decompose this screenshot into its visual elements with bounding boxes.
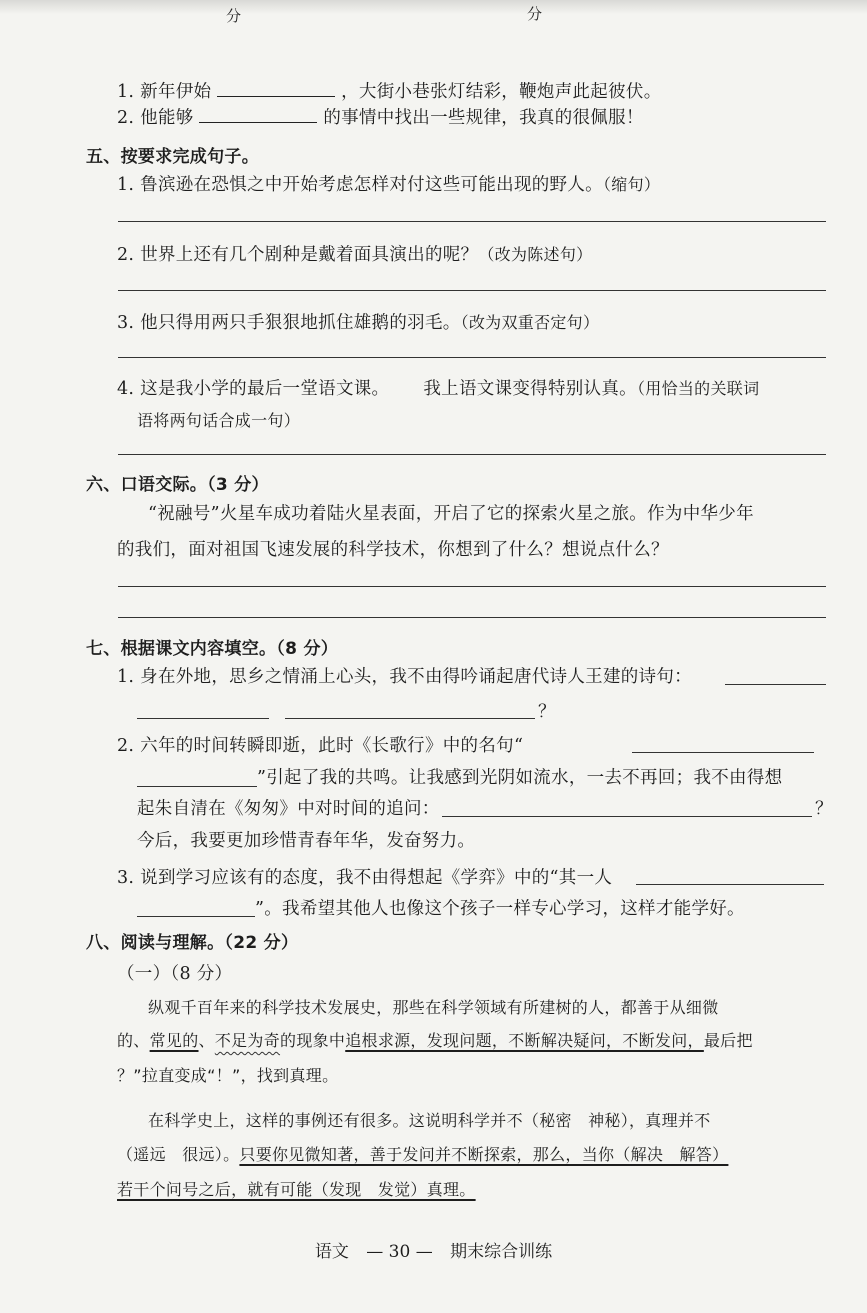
answer-line[interactable] [118, 290, 826, 291]
s7-question-1-end: ？ [538, 702, 556, 722]
section-7-title: 七、根据课文内容填空。（8 分） [86, 639, 339, 659]
s7-question-2-end: ？ [815, 799, 833, 819]
s7-question-1: 1. 身在外地，思乡之情涌上心头，我不由得吟诵起唐代诗人王建的诗句： [117, 667, 692, 687]
s5-question-4: 4. 这是我小学的最后一堂语文课。 我上语文课变得特别认真。（用恰当的关联词 [117, 379, 760, 399]
s7-question-2-line-1: 2. 六年的时间转瞬即逝，此时《长歌行》中的名句“ [117, 736, 524, 756]
passage-line: ？”拉直变成“！”，找到真理。 [117, 1066, 339, 1085]
s6-paragraph-line-1: “祝融号”火星车成功着陆火星表面，开启了它的探索火星之旅。作为中华少年 [148, 504, 754, 524]
passage-line: 在科学史上，这样的事例还有很多。这说明科学并不（秘密 神秘），真理并不 [148, 1111, 711, 1130]
sub-section-title: （一）（8 分） [117, 964, 233, 984]
section-6-title: 六、口语交际。（3 分） [86, 475, 269, 495]
passage-line: （遥远 很远）。只要你见微知著，善于发问并不断探索，那么，当你（解决 解答） [117, 1145, 729, 1164]
s5-question-1: 1. 鲁滨逊在恐惧之中开始考虑怎样对付这些可能出现的野人。（缩句） [117, 175, 661, 195]
passage-line: 纵观千百年来的科学技术发展史，那些在科学领域有所建树的人，都善于从细微 [148, 998, 719, 1017]
answer-blank[interactable] [137, 786, 257, 787]
page-number: — 30 — [366, 1242, 433, 1262]
s7-question-2-line-3: 起朱自清在《匆匆》中对时间的追问： [137, 799, 440, 819]
answer-line[interactable] [118, 617, 826, 618]
footer-subject: 语文 [314, 1242, 349, 1262]
footer-title: 期末综合训练 [450, 1242, 553, 1262]
answer-blank[interactable] [137, 718, 269, 719]
passage-line: 若干个问号之后，就有可能（发现 发觉）真理。 [117, 1180, 476, 1199]
s5-question-2: 2. 世界上还有几个剧种是戴着面具演出的呢？（改为陈述句） [117, 245, 593, 265]
section-8-title: 八、阅读与理解。（22 分） [86, 933, 299, 953]
scan-shadow [0, 0, 867, 14]
s7-question-3-line-2: ”。我希望其他人也像这个孩子一样专心学习，这样才能学好。 [255, 899, 745, 919]
answer-blank[interactable] [725, 684, 826, 685]
s4-question-1: 1. 新年伊始 ，大街小巷张灯结彩，鞭炮声此起彼伏。 [117, 82, 662, 102]
answer-blank[interactable] [442, 816, 812, 817]
s7-question-3-line-1: 3. 说到学习应该有的态度，我不由得想起《学弈》中的“其一人 [117, 868, 613, 888]
s5-question-4-note: 语将两句话合成一句） [137, 411, 301, 430]
answer-blank[interactable] [217, 80, 335, 97]
top-fragment-right: 分 [527, 5, 543, 23]
answer-line[interactable] [118, 221, 826, 222]
s6-paragraph-line-2: 的我们，面对祖国飞速发展的科学技术，你想到了什么？想说点什么？ [117, 540, 669, 560]
section-5-title: 五、按要求完成句子。 [86, 147, 259, 167]
passage-line: 的、常见的、不足为奇的现象中追根求源，发现问题，不断解决疑问，不断发问，最后把 [117, 1031, 753, 1050]
page-footer [0, 1237, 867, 1262]
s7-question-2-line-2: ”引起了我的共鸣。让我感到光阴如流水，一去不再回；我不由得想 [257, 768, 783, 788]
answer-blank[interactable] [199, 106, 317, 123]
s7-question-2-line-4: 今后，我要更加珍惜青春年华，发奋努力。 [137, 831, 476, 851]
answer-blank[interactable] [636, 884, 824, 885]
top-fragment-left: 分 [226, 7, 242, 25]
answer-line[interactable] [118, 357, 826, 358]
answer-blank[interactable] [632, 752, 814, 753]
answer-line[interactable] [118, 454, 826, 455]
s5-question-3: 3. 他只得用两只手狠狠地抓住雄鹅的羽毛。（改为双重否定句） [117, 313, 600, 333]
answer-line[interactable] [118, 586, 826, 587]
answer-blank[interactable] [285, 718, 535, 719]
answer-blank[interactable] [137, 916, 255, 917]
s4-question-2: 2. 他能够 的事情中找出一些规律，我真的很佩服！ [117, 108, 644, 128]
